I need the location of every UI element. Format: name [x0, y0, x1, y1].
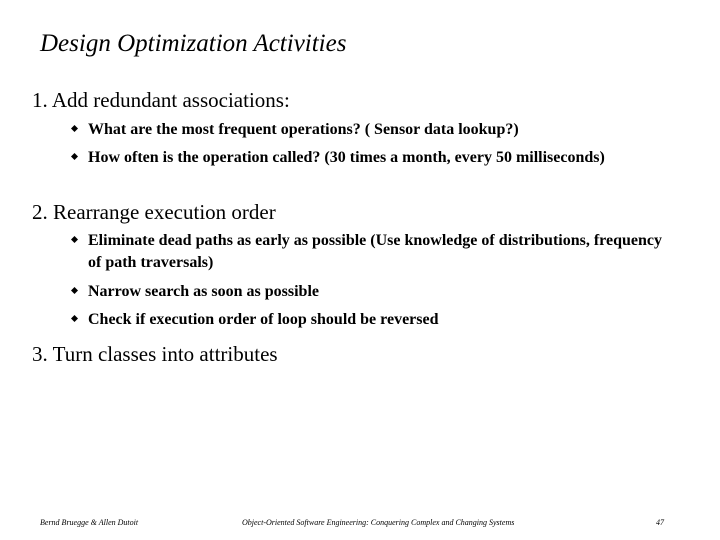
bullet-item: [71, 281, 671, 303]
bullet-item: [71, 230, 671, 274]
bullet-text: Narrow search as soon as possible: [88, 283, 319, 300]
diamond-bullet-icon: [71, 287, 78, 294]
bullet-text: Eliminate dead paths as early as possible (Use knowledge of distributions, frequency of path traversals): [88, 232, 662, 271]
diamond-bullet-icon: [71, 153, 78, 160]
diamond-bullet-icon: [71, 315, 78, 322]
bullet-text: What are the most frequent operations? ( Sensor data lookup?): [88, 121, 519, 138]
diamond-bullet-icon: [71, 236, 78, 243]
footer-book-title: Object-Oriented Software Engineering: Conquering Complex and Changing Systems: [242, 518, 515, 527]
slide-title: Design Optimization Activities: [40, 30, 347, 57]
section-heading-1: 1. Add redundant associations:: [32, 88, 290, 112]
diamond-bullet-icon: [71, 125, 78, 132]
section-heading-3: 3. Turn classes into attributes: [32, 342, 278, 366]
footer-page-number: 47: [656, 518, 664, 527]
bullet-text: How often is the operation called? (30 times a month, every 50 milliseconds): [88, 149, 605, 166]
bullet-item: [71, 119, 671, 141]
bullet-item: [71, 309, 671, 331]
footer-authors: Bernd Bruegge & Allen Dutoit: [40, 518, 139, 527]
bullet-text: Check if execution order of loop should be reversed: [88, 311, 439, 328]
section-heading-2: 2. Rearrange execution order: [32, 200, 276, 224]
bullet-item: [71, 147, 671, 169]
